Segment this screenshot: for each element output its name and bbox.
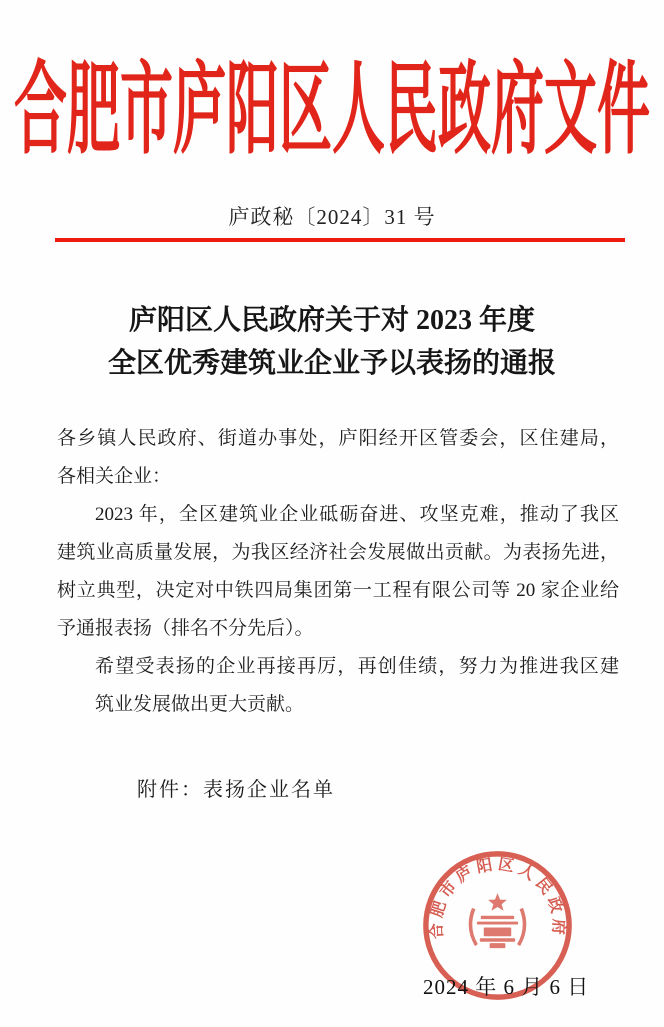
- body-line: 筑业发展做出更大贡献。: [95, 694, 305, 715]
- body-line: 各相关企业：: [57, 466, 172, 487]
- document-title-line2: 全区优秀建筑业企业予以表扬的通报: [107, 348, 556, 379]
- body-line: 建筑业高质量发展，为我区经济社会发展做出贡献。为表扬先进，: [57, 542, 619, 563]
- body-line: 各乡镇人民政府、街道办事处，庐阳经开区管委会，区住建局，: [57, 428, 619, 449]
- red-separator-rule: [55, 238, 625, 242]
- document-title: [0, 299, 664, 385]
- letterhead-title: 合肥市庐阳区人民政府文件: [14, 56, 650, 167]
- document-number: 庐政秘〔2024〕31 号: [228, 205, 436, 229]
- document-body: [57, 420, 619, 724]
- body-line: 2023 年，全区建筑业企业砥砺奋进、攻坚克难，推动了我区: [95, 504, 619, 525]
- body-line: 树立典型，决定对中铁四局集团第一工程有限公司等 20 家企业给: [57, 580, 619, 601]
- seal-ring-text: 合肥市庐阳区人民政府: [428, 855, 567, 940]
- attachment-note: 附件：表扬企业名单: [137, 779, 335, 801]
- document-title-line1: 庐阳区人民政府关于对 2023 年度: [128, 305, 535, 336]
- body-line: 予通报表扬（排名不分先后）。: [57, 618, 314, 639]
- national-emblem-icon: [469, 893, 527, 948]
- body-line: 希望受表扬的企业再接再厉，再创佳绩，努力为推进我区建: [95, 656, 619, 677]
- document-date: 2024 年 6 月 6 日: [423, 975, 590, 999]
